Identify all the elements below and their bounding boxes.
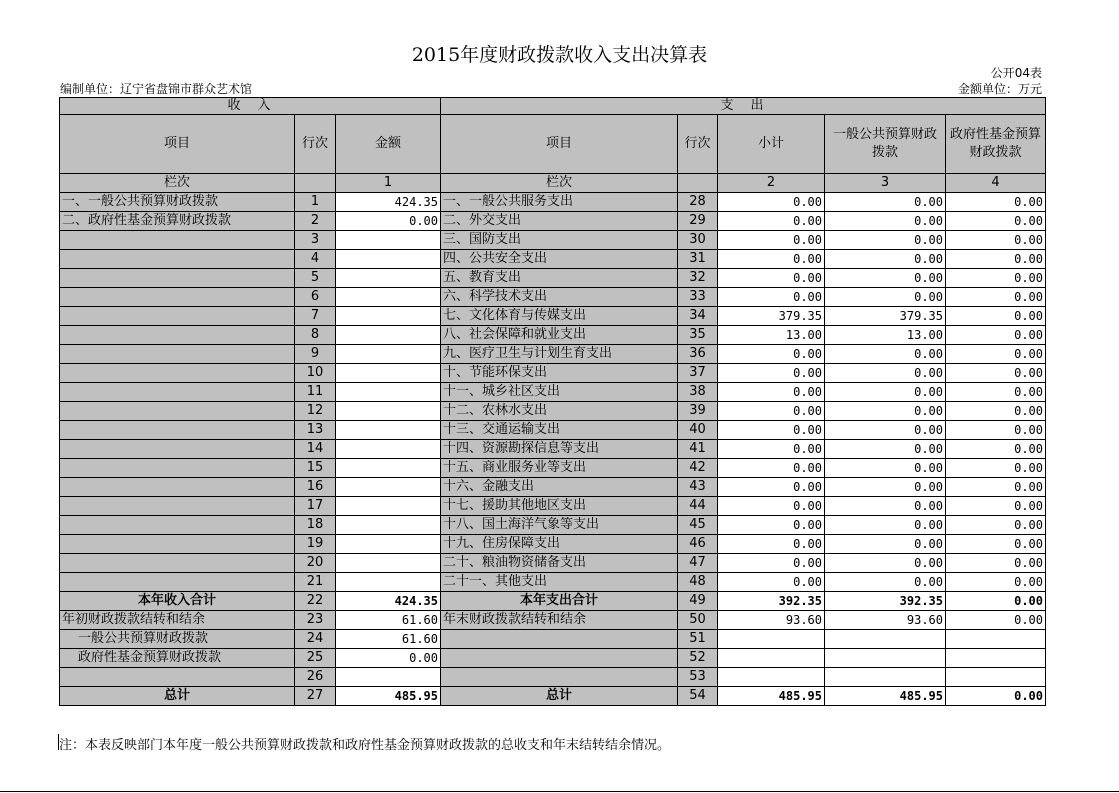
expense-line-no: 45 <box>678 516 718 535</box>
income-line-no: 17 <box>295 497 336 516</box>
income-amount <box>336 402 441 421</box>
expense-general: 0.00 <box>825 250 946 269</box>
income-line-no: 7 <box>295 307 336 326</box>
income-item <box>60 478 295 497</box>
expense-fund: 0.00 <box>946 288 1046 307</box>
expense-line-no: 33 <box>678 288 718 307</box>
expense-fund: 0.00 <box>946 212 1046 231</box>
expense-subtotal: 0.00 <box>718 345 825 364</box>
table-row <box>60 649 1046 668</box>
income-item <box>60 269 295 288</box>
income-line-no: 24 <box>295 630 336 649</box>
expense-line-no: 44 <box>678 497 718 516</box>
income-item <box>60 459 295 478</box>
expense-item: 八、社会保障和就业支出 <box>441 326 678 345</box>
expense-general: 0.00 <box>825 421 946 440</box>
header-expense-line: 行次 <box>678 115 718 174</box>
expense-fund: 0.00 <box>946 193 1046 212</box>
income-item <box>60 288 295 307</box>
income-amount <box>336 345 441 364</box>
expense-item: 十七、援助其他地区支出 <box>441 497 678 516</box>
expense-general: 0.00 <box>825 478 946 497</box>
expense-line-no: 38 <box>678 383 718 402</box>
expense-total-subtotal: 392.35 <box>718 592 825 611</box>
expense-item: 二十一、其他支出 <box>441 573 678 592</box>
header-amount: 金额 <box>336 115 441 174</box>
expense-item: 十一、城乡社区支出 <box>441 383 678 402</box>
expense-fund: 0.00 <box>946 421 1046 440</box>
expense-fund: 0.00 <box>946 611 1046 630</box>
income-amount: 0.00 <box>336 649 441 668</box>
report-title: 2015年度财政拨款收入支出决算表 <box>411 44 708 66</box>
expense-general: 0.00 <box>825 383 946 402</box>
table-row <box>60 345 1046 364</box>
expense-line-no: 37 <box>678 364 718 383</box>
expense-item: 十三、交通运输支出 <box>441 421 678 440</box>
header-fund-budget: 政府性基金预算财政拨款 <box>946 115 1046 174</box>
expense-subtotal: 13.00 <box>718 326 825 345</box>
income-amount <box>336 383 441 402</box>
income-amount <box>336 554 441 573</box>
expense-subtotal: 0.00 <box>718 383 825 402</box>
income-item: 二、政府性基金预算财政拨款 <box>60 212 295 231</box>
expense-total-fund: 0.00 <box>946 592 1046 611</box>
expense-fund: 0.00 <box>946 364 1046 383</box>
income-line-no: 18 <box>295 516 336 535</box>
expense-subtotal: 0.00 <box>718 497 825 516</box>
expense-line-no: 42 <box>678 459 718 478</box>
income-line-no: 5 <box>295 269 336 288</box>
income-amount <box>336 326 441 345</box>
expense-subtotal <box>718 668 825 687</box>
income-total-amount: 424.35 <box>336 592 441 611</box>
table-row <box>60 383 1046 402</box>
income-amount <box>336 478 441 497</box>
currency-unit: 金额单位：万元 <box>957 82 1042 96</box>
expense-total-label: 本年支出合计 <box>441 592 678 611</box>
budget-table <box>59 97 1046 706</box>
grand-total-general: 485.95 <box>825 687 946 706</box>
income-amount <box>336 668 441 687</box>
table-row <box>60 497 1046 516</box>
expense-item: 十二、农林水支出 <box>441 402 678 421</box>
grand-total-expense-label: 总计 <box>441 687 678 706</box>
page-bottom-rule <box>0 791 1119 792</box>
income-total-label: 本年收入合计 <box>60 592 295 611</box>
income-line-no: 23 <box>295 611 336 630</box>
income-amount <box>336 231 441 250</box>
expense-general: 0.00 <box>825 269 946 288</box>
expense-subtotal: 0.00 <box>718 231 825 250</box>
expense-subtotal: 0.00 <box>718 535 825 554</box>
expense-subtotal: 0.00 <box>718 573 825 592</box>
income-line-no: 15 <box>295 459 336 478</box>
table-row <box>60 250 1046 269</box>
income-item <box>60 421 295 440</box>
expense-subtotal: 0.00 <box>718 288 825 307</box>
expense-fund <box>946 668 1046 687</box>
income-section-header: 收 入 <box>60 98 441 115</box>
header-income-line: 行次 <box>295 115 336 174</box>
expense-line-no: 28 <box>678 193 718 212</box>
expense-subtotal: 379.35 <box>718 307 825 326</box>
expense-general: 0.00 <box>825 193 946 212</box>
expense-fund: 0.00 <box>946 269 1046 288</box>
income-amount <box>336 250 441 269</box>
table-row <box>60 573 1046 592</box>
income-amount <box>336 288 441 307</box>
header-income-item: 项目 <box>60 115 295 174</box>
col-index-4: 4 <box>946 174 1046 193</box>
expense-line-no: 53 <box>678 668 718 687</box>
column-index-row <box>60 174 1046 193</box>
income-item <box>60 516 295 535</box>
grand-total-income-amount: 485.95 <box>336 687 441 706</box>
grand-total-income-line-no: 27 <box>295 687 336 706</box>
income-line-no: 11 <box>295 383 336 402</box>
expense-item: 三、国防支出 <box>441 231 678 250</box>
expense-subtotal: 0.00 <box>718 402 825 421</box>
income-line-no: 26 <box>295 668 336 687</box>
table-row <box>60 478 1046 497</box>
income-item: 年初财政拨款结转和结余 <box>60 611 295 630</box>
expense-fund <box>946 649 1046 668</box>
income-line-no: 6 <box>295 288 336 307</box>
col-index-3: 3 <box>825 174 946 193</box>
table-row <box>60 630 1046 649</box>
col-index-2: 2 <box>718 174 825 193</box>
expense-line-no: 52 <box>678 649 718 668</box>
expense-subtotal: 93.60 <box>718 611 825 630</box>
income-item <box>60 250 295 269</box>
income-item <box>60 231 295 250</box>
table-row <box>60 193 1046 212</box>
expense-item: 九、医疗卫生与计划生育支出 <box>441 345 678 364</box>
income-line-no: 13 <box>295 421 336 440</box>
expense-general: 0.00 <box>825 440 946 459</box>
income-item: 一般公共预算财政拨款 <box>60 630 295 649</box>
expense-line-no: 43 <box>678 478 718 497</box>
expense-line-no: 46 <box>678 535 718 554</box>
table-row <box>60 440 1046 459</box>
expense-item: 十五、商业服务业等支出 <box>441 459 678 478</box>
income-amount <box>336 573 441 592</box>
table-row <box>60 307 1046 326</box>
col-index-label: 栏次 <box>60 174 295 193</box>
income-item <box>60 573 295 592</box>
table-row <box>60 421 1046 440</box>
table-row <box>60 554 1046 573</box>
income-line-no: 14 <box>295 440 336 459</box>
expense-subtotal <box>718 630 825 649</box>
expense-item: 四、公共安全支出 <box>441 250 678 269</box>
expense-item: 年末财政拨款结转和结余 <box>441 611 678 630</box>
income-item: 政府性基金预算财政拨款 <box>60 649 295 668</box>
expense-line-no: 31 <box>678 250 718 269</box>
expense-fund: 0.00 <box>946 345 1046 364</box>
expense-subtotal: 0.00 <box>718 459 825 478</box>
income-line-no: 9 <box>295 345 336 364</box>
expense-general <box>825 649 946 668</box>
income-amount <box>336 516 441 535</box>
expense-line-no: 32 <box>678 269 718 288</box>
header-expense-item: 项目 <box>441 115 678 174</box>
income-amount <box>336 269 441 288</box>
expense-general: 0.00 <box>825 345 946 364</box>
grand-total-label: 总计 <box>60 687 295 706</box>
expense-total-line-no: 49 <box>678 592 718 611</box>
expense-general: 0.00 <box>825 497 946 516</box>
expense-fund: 0.00 <box>946 383 1046 402</box>
expense-item: 一、一般公共服务支出 <box>441 193 678 212</box>
income-line-no: 2 <box>295 212 336 231</box>
expense-section-header: 支 出 <box>441 98 1046 115</box>
expense-fund: 0.00 <box>946 250 1046 269</box>
expense-subtotal: 0.00 <box>718 440 825 459</box>
expense-general: 93.60 <box>825 611 946 630</box>
expense-general: 0.00 <box>825 231 946 250</box>
expense-fund: 0.00 <box>946 459 1046 478</box>
expense-general: 379.35 <box>825 307 946 326</box>
expense-subtotal: 0.00 <box>718 421 825 440</box>
expense-line-no: 35 <box>678 326 718 345</box>
income-line-no: 25 <box>295 649 336 668</box>
income-amount <box>336 364 441 383</box>
income-line-no: 21 <box>295 573 336 592</box>
expense-general: 13.00 <box>825 326 946 345</box>
section-header-row <box>60 98 1046 115</box>
income-total-line-no: 22 <box>295 592 336 611</box>
table-row <box>60 212 1046 231</box>
expense-line-no: 39 <box>678 402 718 421</box>
expense-item <box>441 630 678 649</box>
income-amount <box>336 535 441 554</box>
income-item <box>60 554 295 573</box>
income-item <box>60 535 295 554</box>
expense-item <box>441 649 678 668</box>
income-item <box>60 364 295 383</box>
income-amount: 0.00 <box>336 212 441 231</box>
expense-subtotal: 0.00 <box>718 193 825 212</box>
expense-general: 0.00 <box>825 516 946 535</box>
table-row <box>60 611 1046 630</box>
income-item <box>60 440 295 459</box>
expense-fund: 0.00 <box>946 554 1046 573</box>
income-item <box>60 345 295 364</box>
income-amount <box>336 459 441 478</box>
expense-general: 0.00 <box>825 364 946 383</box>
expense-line-no: 34 <box>678 307 718 326</box>
expense-item: 十、节能环保支出 <box>441 364 678 383</box>
expense-item: 十四、资源勘探信息等支出 <box>441 440 678 459</box>
income-item <box>60 326 295 345</box>
header-subtotal: 小计 <box>718 115 825 174</box>
footnote: 注：本表反映部门本年度一般公共预算财政拨款和政府性基金预算财政拨款的总收支和年末结转结余情况。 <box>59 738 671 753</box>
expense-subtotal <box>718 649 825 668</box>
expense-fund: 0.00 <box>946 478 1046 497</box>
table-row <box>60 364 1046 383</box>
grand-total-subtotal: 485.95 <box>718 687 825 706</box>
table-row <box>60 668 1046 687</box>
expense-item: 七、文化体育与传媒支出 <box>441 307 678 326</box>
expense-line-no: 48 <box>678 573 718 592</box>
expense-item: 十六、金融支出 <box>441 478 678 497</box>
expense-fund: 0.00 <box>946 497 1046 516</box>
income-line-no: 3 <box>295 231 336 250</box>
expense-general: 0.00 <box>825 288 946 307</box>
expense-fund: 0.00 <box>946 326 1046 345</box>
income-line-no: 10 <box>295 364 336 383</box>
expense-fund: 0.00 <box>946 402 1046 421</box>
form-number: 公开04表 <box>990 66 1042 80</box>
expense-general: 0.00 <box>825 535 946 554</box>
expense-general <box>825 630 946 649</box>
expense-item: 六、科学技术支出 <box>441 288 678 307</box>
income-item <box>60 497 295 516</box>
income-line-no: 16 <box>295 478 336 497</box>
expense-fund: 0.00 <box>946 535 1046 554</box>
income-item <box>60 307 295 326</box>
expense-item <box>441 668 678 687</box>
table-row <box>60 326 1046 345</box>
expense-subtotal: 0.00 <box>718 516 825 535</box>
expense-subtotal: 0.00 <box>718 250 825 269</box>
expense-line-no: 30 <box>678 231 718 250</box>
income-amount <box>336 440 441 459</box>
col-index-1: 1 <box>336 174 441 193</box>
income-amount: 424.35 <box>336 193 441 212</box>
income-amount <box>336 421 441 440</box>
income-amount: 61.60 <box>336 611 441 630</box>
header-general-budget: 一般公共预算财政拨款 <box>825 115 946 174</box>
col-index-label: 栏次 <box>441 174 678 193</box>
income-item <box>60 402 295 421</box>
income-amount: 61.60 <box>336 630 441 649</box>
table-row <box>60 288 1046 307</box>
expense-line-no: 41 <box>678 440 718 459</box>
expense-general: 0.00 <box>825 459 946 478</box>
expense-line-no: 40 <box>678 421 718 440</box>
expense-subtotal: 0.00 <box>718 212 825 231</box>
expense-fund: 0.00 <box>946 307 1046 326</box>
expense-fund: 0.00 <box>946 231 1046 250</box>
expense-item: 五、教育支出 <box>441 269 678 288</box>
expense-line-no: 47 <box>678 554 718 573</box>
income-line-no: 4 <box>295 250 336 269</box>
income-line-no: 1 <box>295 193 336 212</box>
expense-line-no: 29 <box>678 212 718 231</box>
expense-general: 0.00 <box>825 212 946 231</box>
income-line-no: 20 <box>295 554 336 573</box>
expense-item: 二、外交支出 <box>441 212 678 231</box>
expense-fund: 0.00 <box>946 440 1046 459</box>
expense-fund: 0.00 <box>946 573 1046 592</box>
grand-total-expense-line-no: 54 <box>678 687 718 706</box>
income-amount <box>336 307 441 326</box>
expense-item: 十八、国土海洋气象等支出 <box>441 516 678 535</box>
expense-subtotal: 0.00 <box>718 478 825 497</box>
income-line-no: 8 <box>295 326 336 345</box>
expense-subtotal: 0.00 <box>718 364 825 383</box>
table-row <box>60 402 1046 421</box>
table-row <box>60 231 1046 250</box>
table-row <box>60 516 1046 535</box>
expense-line-no: 51 <box>678 630 718 649</box>
income-item <box>60 668 295 687</box>
expense-line-no: 36 <box>678 345 718 364</box>
table-row <box>60 269 1046 288</box>
income-item: 一、一般公共预算财政拨款 <box>60 193 295 212</box>
expense-general: 0.00 <box>825 402 946 421</box>
table-row <box>60 535 1046 554</box>
expense-line-no: 50 <box>678 611 718 630</box>
expense-general <box>825 668 946 687</box>
reporting-unit: 编制单位：辽宁省盘锦市群众艺术馆 <box>60 82 253 96</box>
income-line-no: 12 <box>295 402 336 421</box>
expense-general: 0.00 <box>825 573 946 592</box>
grand-total-fund: 0.00 <box>946 687 1046 706</box>
expense-item: 二十、粮油物资储备支出 <box>441 554 678 573</box>
income-item <box>60 383 295 402</box>
expense-item: 十九、住房保障支出 <box>441 535 678 554</box>
grand-total-row <box>60 687 1046 706</box>
income-line-no: 19 <box>295 535 336 554</box>
expense-fund: 0.00 <box>946 516 1046 535</box>
annual-total-row <box>60 592 1046 611</box>
column-header-row <box>60 115 1046 174</box>
expense-subtotal: 0.00 <box>718 554 825 573</box>
table-row <box>60 459 1046 478</box>
income-amount <box>336 497 441 516</box>
expense-total-general: 392.35 <box>825 592 946 611</box>
expense-fund <box>946 630 1046 649</box>
expense-general: 0.00 <box>825 554 946 573</box>
expense-subtotal: 0.00 <box>718 269 825 288</box>
